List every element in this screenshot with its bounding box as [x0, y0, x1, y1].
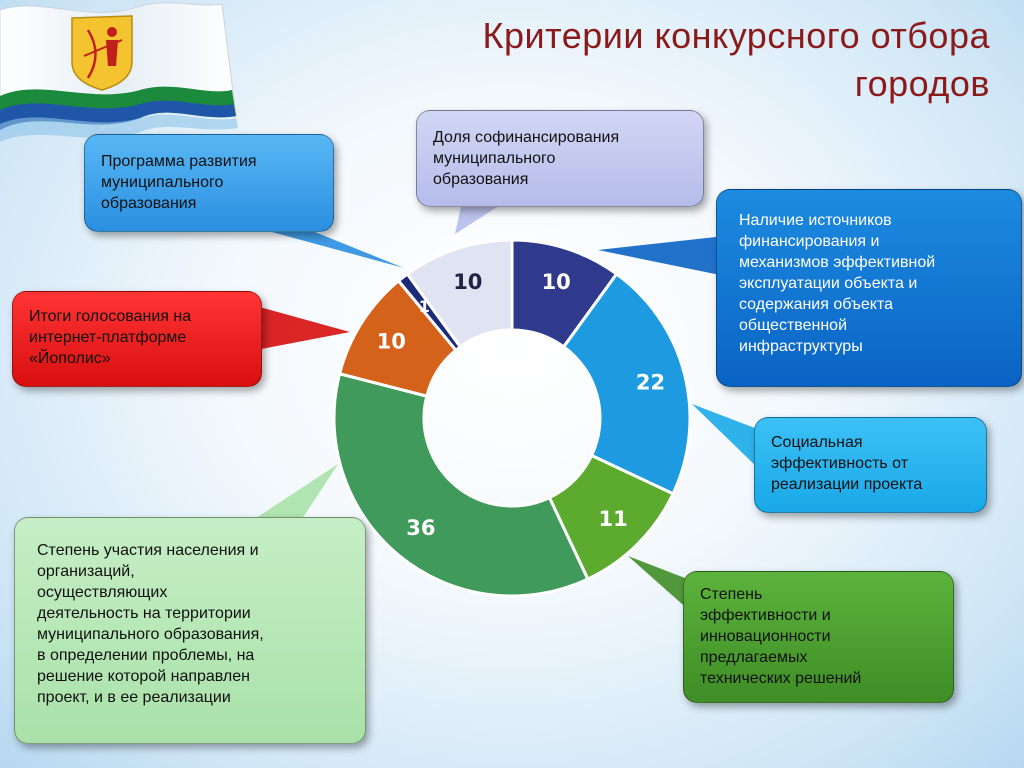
donut-label-1: 22: [635, 370, 666, 395]
callout-participation-text: Степень участия населения и организаций, осуществляющих деятельность на территории муниципального образования, в определении проблемы, на решение которой направлен проект, и в ее реализации: [37, 542, 264, 706]
donut-label-6: 10: [453, 269, 483, 294]
donut-label-2: 11: [598, 507, 628, 532]
donut-slices: [334, 240, 690, 596]
callout-social: [754, 417, 987, 513]
donut-slice-3: [334, 374, 588, 596]
pointer-financing: [598, 236, 725, 276]
donut-label-0: 10: [541, 269, 571, 294]
callout-voting: [12, 291, 262, 387]
callout-participation: [14, 517, 366, 744]
callout-voting-text: Итоги голосования на интернет-платформе «Йополис»: [29, 308, 192, 367]
page-title-line-1: Критерии конкурсного отбора: [482, 15, 990, 56]
page-title-line-2: городов: [854, 63, 990, 104]
callout-programma: [84, 134, 334, 232]
pointer-social: [692, 404, 760, 470]
pointer-programma: [250, 226, 404, 268]
callout-financing-text: Наличие источников финансирования и механизмов эффективной эксплуатации объекта и содержания объекта общественной инфраструктуры: [739, 212, 936, 355]
donut-label-4: 10: [376, 329, 406, 354]
callout-efficiency-text: Степень эффективности и инновационности предлагаемых технических решений: [700, 586, 862, 687]
callout-programma-text: Программа развития муниципального образования: [101, 153, 257, 212]
donut-label-5: 1: [418, 297, 430, 317]
callout-financing: [716, 189, 1022, 387]
callout-efficiency: [683, 571, 954, 703]
callout-cofinancing: [416, 110, 704, 207]
pointer-voting: [256, 306, 350, 350]
callout-cofinancing-text: Доля софинансирования муниципального образования: [433, 129, 620, 188]
callout-social-text: Социальная эффективность от реализации проекта: [771, 434, 923, 493]
pointer-participation: [250, 464, 338, 522]
donut-label-3: 36: [406, 516, 436, 541]
